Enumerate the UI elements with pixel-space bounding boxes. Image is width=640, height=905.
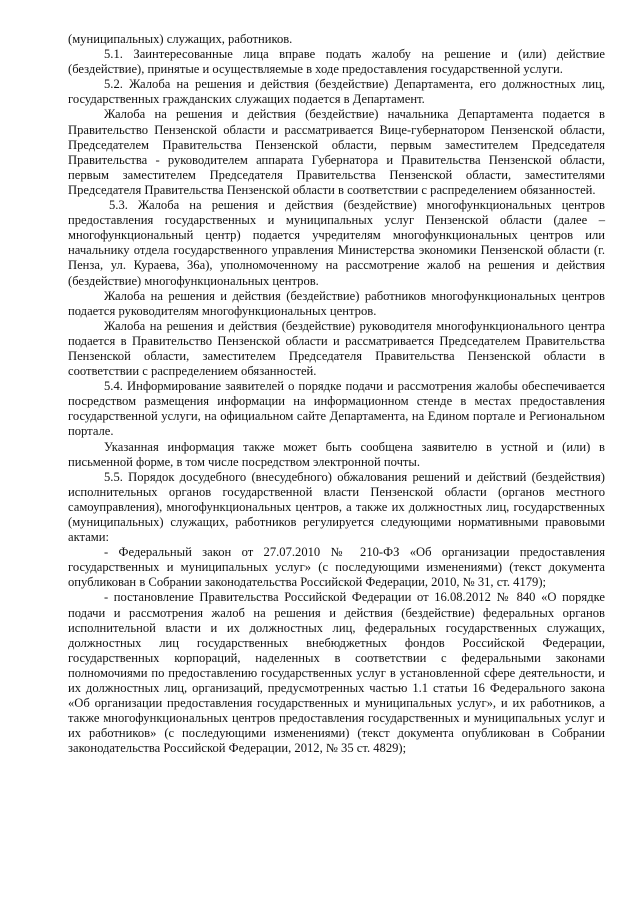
paragraph-mfc-workers: Жалоба на решения и действия (бездействие) работников многофункциональных центров подается руководителям многофункциональных центров.	[68, 288, 605, 318]
paragraph-mfc-head: Жалоба на решения и действия (бездействие) руководителя многофункционального центра подается в Правительство Пензенской области и рассматривается Председателем Правительства Пензенской области, заместителем Председателя Правительства Пензенской области в соответствии с распределением обязанностей.	[68, 318, 605, 379]
paragraph-info-oral: Указанная информация также может быть сообщена заявителю в устной и (или) в письменной форме, в том числе посредством электронной почты.	[68, 439, 605, 469]
paragraph-5-5: 5.5. Порядок досудебного (внесудебного) обжалования решений и действий (бездействия) исполнительных органов государственной власти Пензенской области (органов местного самоуправления), многофункциональных центров, а также их должностных лиц, государственных (муниципальных) служащих, работников регулируется следующими нормативными правовыми актами:	[68, 469, 605, 545]
paragraph-continuation: (муниципальных) служащих, работников.	[68, 32, 293, 46]
list-item-federal-law: - Федеральный закон от 27.07.2010 № 210-ФЗ «Об организации предоставления государственных и муниципальных услуг» (с последующими изменениями) (текст документа опубликован в Собрании законодательства Российской Федерации, 2010, № 31, ст. 4179);	[68, 545, 605, 590]
document-page	[68, 32, 605, 757]
paragraph-5-3: 5.3. Жалоба на решения и действия (бездействие) многофункциональных центров предоставления государственных и муниципальных услуг Пензенской области (далее – многофункциональный центр) подается учредителям многофункциональных центров или начальнику отдела государственного управления Министерства экономики Пензенской области (г. Пенза, ул. Кураева, 36а), уполномоченному на рассмотрение жалоб на решения и действия (бездействие) многофункциональных центров.	[68, 198, 605, 288]
paragraph-5-4: 5.4. Информирование заявителей о порядке подачи и рассмотрения жалобы обеспечивается посредством размещения информации на информационном стенде в местах предоставления государственной услуги, на официальном сайте Департамента, на Едином портале и Региональном портале.	[68, 379, 605, 439]
paragraph-head-complaint: Жалоба на решения и действия (бездействие) начальника Департамента подается в Правительство Пензенской области и рассматривается Вице-губернатором Пензенской области, Председателем Правительства Пензенской области, первым заместителем Председателя Правительства - руководителем аппарата Губернатора и Правительства Пензенской области, первым заместителем Председателя Правительства Пензенской области, заместителями Председателя Правительства Пензенской области в соответствии с распределением обязанностей.	[68, 107, 605, 197]
paragraph-5-1: 5.1. Заинтересованные лица вправе подать жалобу на решение и (или) действие (бездействие), принятые и осуществляемые в ходе предоставления государственной услуги.	[68, 47, 605, 77]
list-item-government-decree: - постановление Правительства Российской Федерации от 16.08.2012 № 840 «О порядке подачи и рассмотрения жалоб на решения и действия (бездействие) федеральных органов исполнительной власти и их должностных лиц, федеральных государственных служащих, должностных лиц государственных внебюджетных фондов Российской Федерации, государственных корпораций, наделенных в соответствии с федеральными законами полномочиями по предоставлению государственных услуг в установленной сфере деятельности, и их должностных лиц, организаций, предусмотренных частью 1.1 статьи 16 Федерального закона «Об организации предоставления государственных и муниципальных услуг», и их работников, а также многофункциональных центров предоставления государственных и муниципальных услуг и их работников» (с последующими изменениями) (текст документа опубликован в Собрании законодательства Российской Федерации, 2012, № 35 ст. 4829);	[68, 590, 605, 756]
paragraph-5-2: 5.2. Жалоба на решения и действия (бездействие) Департамента, его должностных лиц, государственных гражданских служащих подается в Департамент.	[68, 77, 605, 107]
